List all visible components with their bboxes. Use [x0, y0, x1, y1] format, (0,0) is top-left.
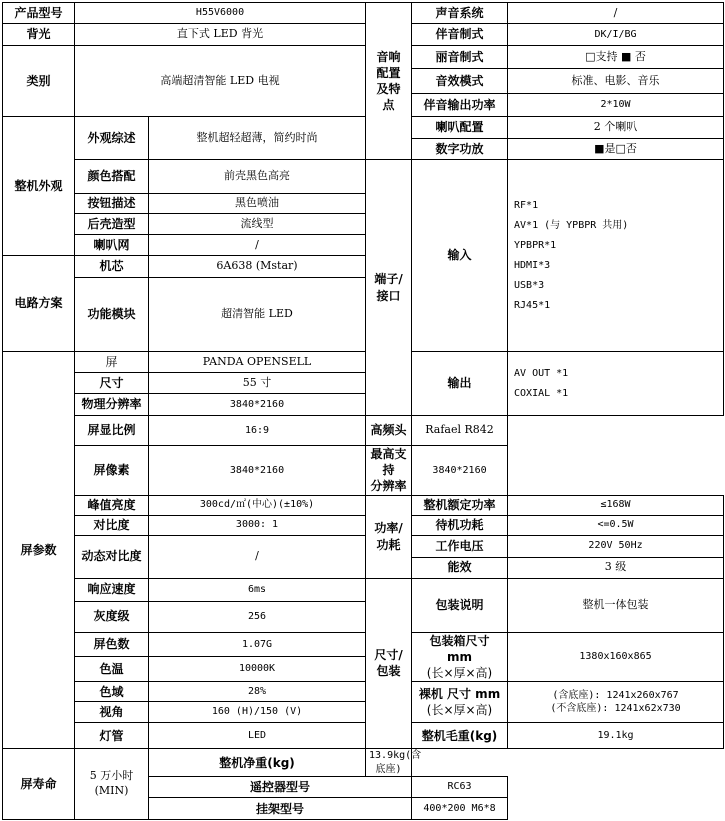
response-value: 6ms: [149, 578, 366, 601]
sound-system-value: /: [508, 3, 724, 24]
voltage-label: 工作电压: [412, 535, 508, 557]
pixels-value: 3840*2160: [149, 446, 366, 496]
output-line: COXIAL *1: [514, 387, 569, 399]
backlight-value: 直下式 LED 背光: [75, 24, 366, 46]
net-weight-value: 13.9kg(含底座): [366, 749, 412, 777]
output-value: [508, 352, 724, 416]
input-line: HDMI*3: [514, 259, 551, 271]
package-group-label: 尺寸/ 包装: [366, 578, 412, 749]
input-line: RF*1: [514, 199, 539, 211]
package-desc-value: 整机一体包装: [508, 578, 724, 632]
rear-label: 后壳造型: [75, 214, 149, 235]
buttons-label: 按钮描述: [75, 194, 149, 214]
effects-label: 音效模式: [412, 69, 508, 94]
speakers-label: 喇叭配置: [412, 117, 508, 139]
module-label: 功能模块: [75, 278, 149, 352]
viewing-label: 视角: [75, 702, 149, 723]
voltage-value: 220V 50Hz: [508, 535, 724, 557]
ratio-value: 16:9: [149, 416, 366, 446]
max-res-label: 最高支持 分辨率: [366, 446, 412, 496]
colors-value: 1.07G: [149, 632, 366, 657]
chip-label: 机芯: [75, 256, 149, 278]
lamp-value: LED: [149, 723, 366, 749]
rated-power-value: ≤168W: [508, 495, 724, 515]
gamut-label: 色域: [75, 682, 149, 702]
dynamic-contrast-label: 动态对比度: [75, 535, 149, 578]
input-line: USB*3: [514, 279, 545, 291]
effects-value: 标准、电影、音乐: [508, 69, 724, 94]
pixels-label: 屏像素: [75, 446, 149, 496]
response-label: 响应速度: [75, 578, 149, 601]
appearance-group-label: 整机外观: [3, 117, 75, 256]
ports-group-label: 端子/ 接口: [366, 160, 412, 416]
mount-value: 400*200 M6*8: [412, 798, 508, 820]
color-temp-label: 色温: [75, 657, 149, 682]
box-size-label: 包装箱尺寸 mm (长×厚×高): [412, 632, 508, 682]
model-value: H55V6000: [75, 3, 366, 24]
tuner-value: Rafael R842: [412, 416, 508, 446]
gray-label: 灰度级: [75, 601, 149, 632]
efficiency-value: 3 级: [508, 557, 724, 578]
color-temp-value: 10000K: [149, 657, 366, 682]
package-desc-label: 包装说明: [412, 578, 508, 632]
lamp-label: 灯管: [75, 723, 149, 749]
grille-label: 喇叭网: [75, 235, 149, 256]
remote-value: RC63: [412, 777, 508, 798]
viewing-value: 160 (H)/150 (V): [149, 702, 366, 723]
digital-amp-label: 数字功放: [412, 139, 508, 160]
backlight-label: 背光: [3, 24, 75, 46]
category-value: 高端超清智能 LED 电视: [75, 46, 366, 117]
bare-size-value: [508, 682, 724, 723]
input-value: [508, 160, 724, 352]
tv-system-label: 伴音制式: [412, 24, 508, 46]
lifetime-label: 屏寿命: [3, 749, 75, 820]
size-label: 尺寸: [75, 373, 149, 394]
net-weight-label: 整机净重(kg): [149, 749, 366, 777]
speakers-value: 2 个喇叭: [508, 117, 724, 139]
size-value: 55 寸: [149, 373, 366, 394]
input-line: RJ45*1: [514, 299, 551, 311]
bare-size-with-stand: (含底座): 1241x260x767: [552, 689, 679, 701]
circuit-group-label: 电路方案: [3, 256, 75, 352]
tuner-label: 高频头: [366, 416, 412, 446]
panel-label: 屏: [75, 352, 149, 373]
input-line: YPBPR*1: [514, 239, 557, 251]
input-label: 输入: [412, 160, 508, 352]
remote-label: 遥控器型号: [149, 777, 412, 798]
dolby-value: □支持 ■ 否: [508, 46, 724, 69]
bare-size-label: 裸机 尺寸 mm (长×厚×高): [412, 682, 508, 723]
spec-table: [2, 2, 724, 820]
rear-value: 流线型: [149, 214, 366, 235]
efficiency-label: 能效: [412, 557, 508, 578]
color-value: 前壳黑色高亮: [149, 160, 366, 194]
box-size-value: 1380x160x865: [508, 632, 724, 682]
gamut-value: 28%: [149, 682, 366, 702]
brightness-label: 峰值亮度: [75, 495, 149, 515]
standby-value: <=0.5W: [508, 515, 724, 535]
output-power-label: 伴音输出功率: [412, 94, 508, 117]
grille-value: /: [149, 235, 366, 256]
dynamic-contrast-value: /: [149, 535, 366, 578]
tv-system-value: DK/I/BG: [508, 24, 724, 46]
gross-weight-value: 19.1kg: [508, 723, 724, 749]
mount-label: 挂架型号: [149, 798, 412, 820]
standby-label: 待机功耗: [412, 515, 508, 535]
category-label: 类别: [3, 46, 75, 117]
contrast-value: 3000: 1: [149, 515, 366, 535]
colors-label: 屏色数: [75, 632, 149, 657]
lifetime-value: 5 万小时 (MIN): [75, 749, 149, 820]
dolby-label: 丽音制式: [412, 46, 508, 69]
output-power-value: 2*10W: [508, 94, 724, 117]
screen-group-label: 屏参数: [3, 352, 75, 749]
model-label: 产品型号: [3, 3, 75, 24]
output-line: AV OUT *1: [514, 367, 569, 379]
gross-weight-label: 整机毛重(kg): [412, 723, 508, 749]
summary-value: 整机超轻超薄，简约时尚: [149, 117, 366, 160]
module-value: 超清智能 LED: [149, 278, 366, 352]
chip-value: 6A638 (Mstar): [149, 256, 366, 278]
max-res-value: 3840*2160: [412, 446, 508, 496]
bare-size-without-stand: (不含底座): 1241x62x730: [550, 703, 681, 715]
brightness-value: 300cd/㎡(中心)(±10%): [149, 495, 366, 515]
power-group-label: 功率/ 功耗: [366, 495, 412, 578]
input-line: AV*1 (与 YPBPR 共用): [514, 219, 629, 231]
audio-group-label: 音响 配置 及特 点: [366, 3, 412, 160]
panel-value: PANDA OPENSELL: [149, 352, 366, 373]
digital-amp-value: ■是□否: [508, 139, 724, 160]
buttons-value: 黑色喷油: [149, 194, 366, 214]
color-label: 颜色搭配: [75, 160, 149, 194]
output-label: 输出: [412, 352, 508, 416]
rated-power-label: 整机额定功率: [412, 495, 508, 515]
gray-value: 256: [149, 601, 366, 632]
sound-system-label: 声音系统: [412, 3, 508, 24]
summary-label: 外观综述: [75, 117, 149, 160]
contrast-label: 对比度: [75, 515, 149, 535]
resolution-label: 物理分辨率: [75, 394, 149, 416]
ratio-label: 屏显比例: [75, 416, 149, 446]
resolution-value: 3840*2160: [149, 394, 366, 416]
